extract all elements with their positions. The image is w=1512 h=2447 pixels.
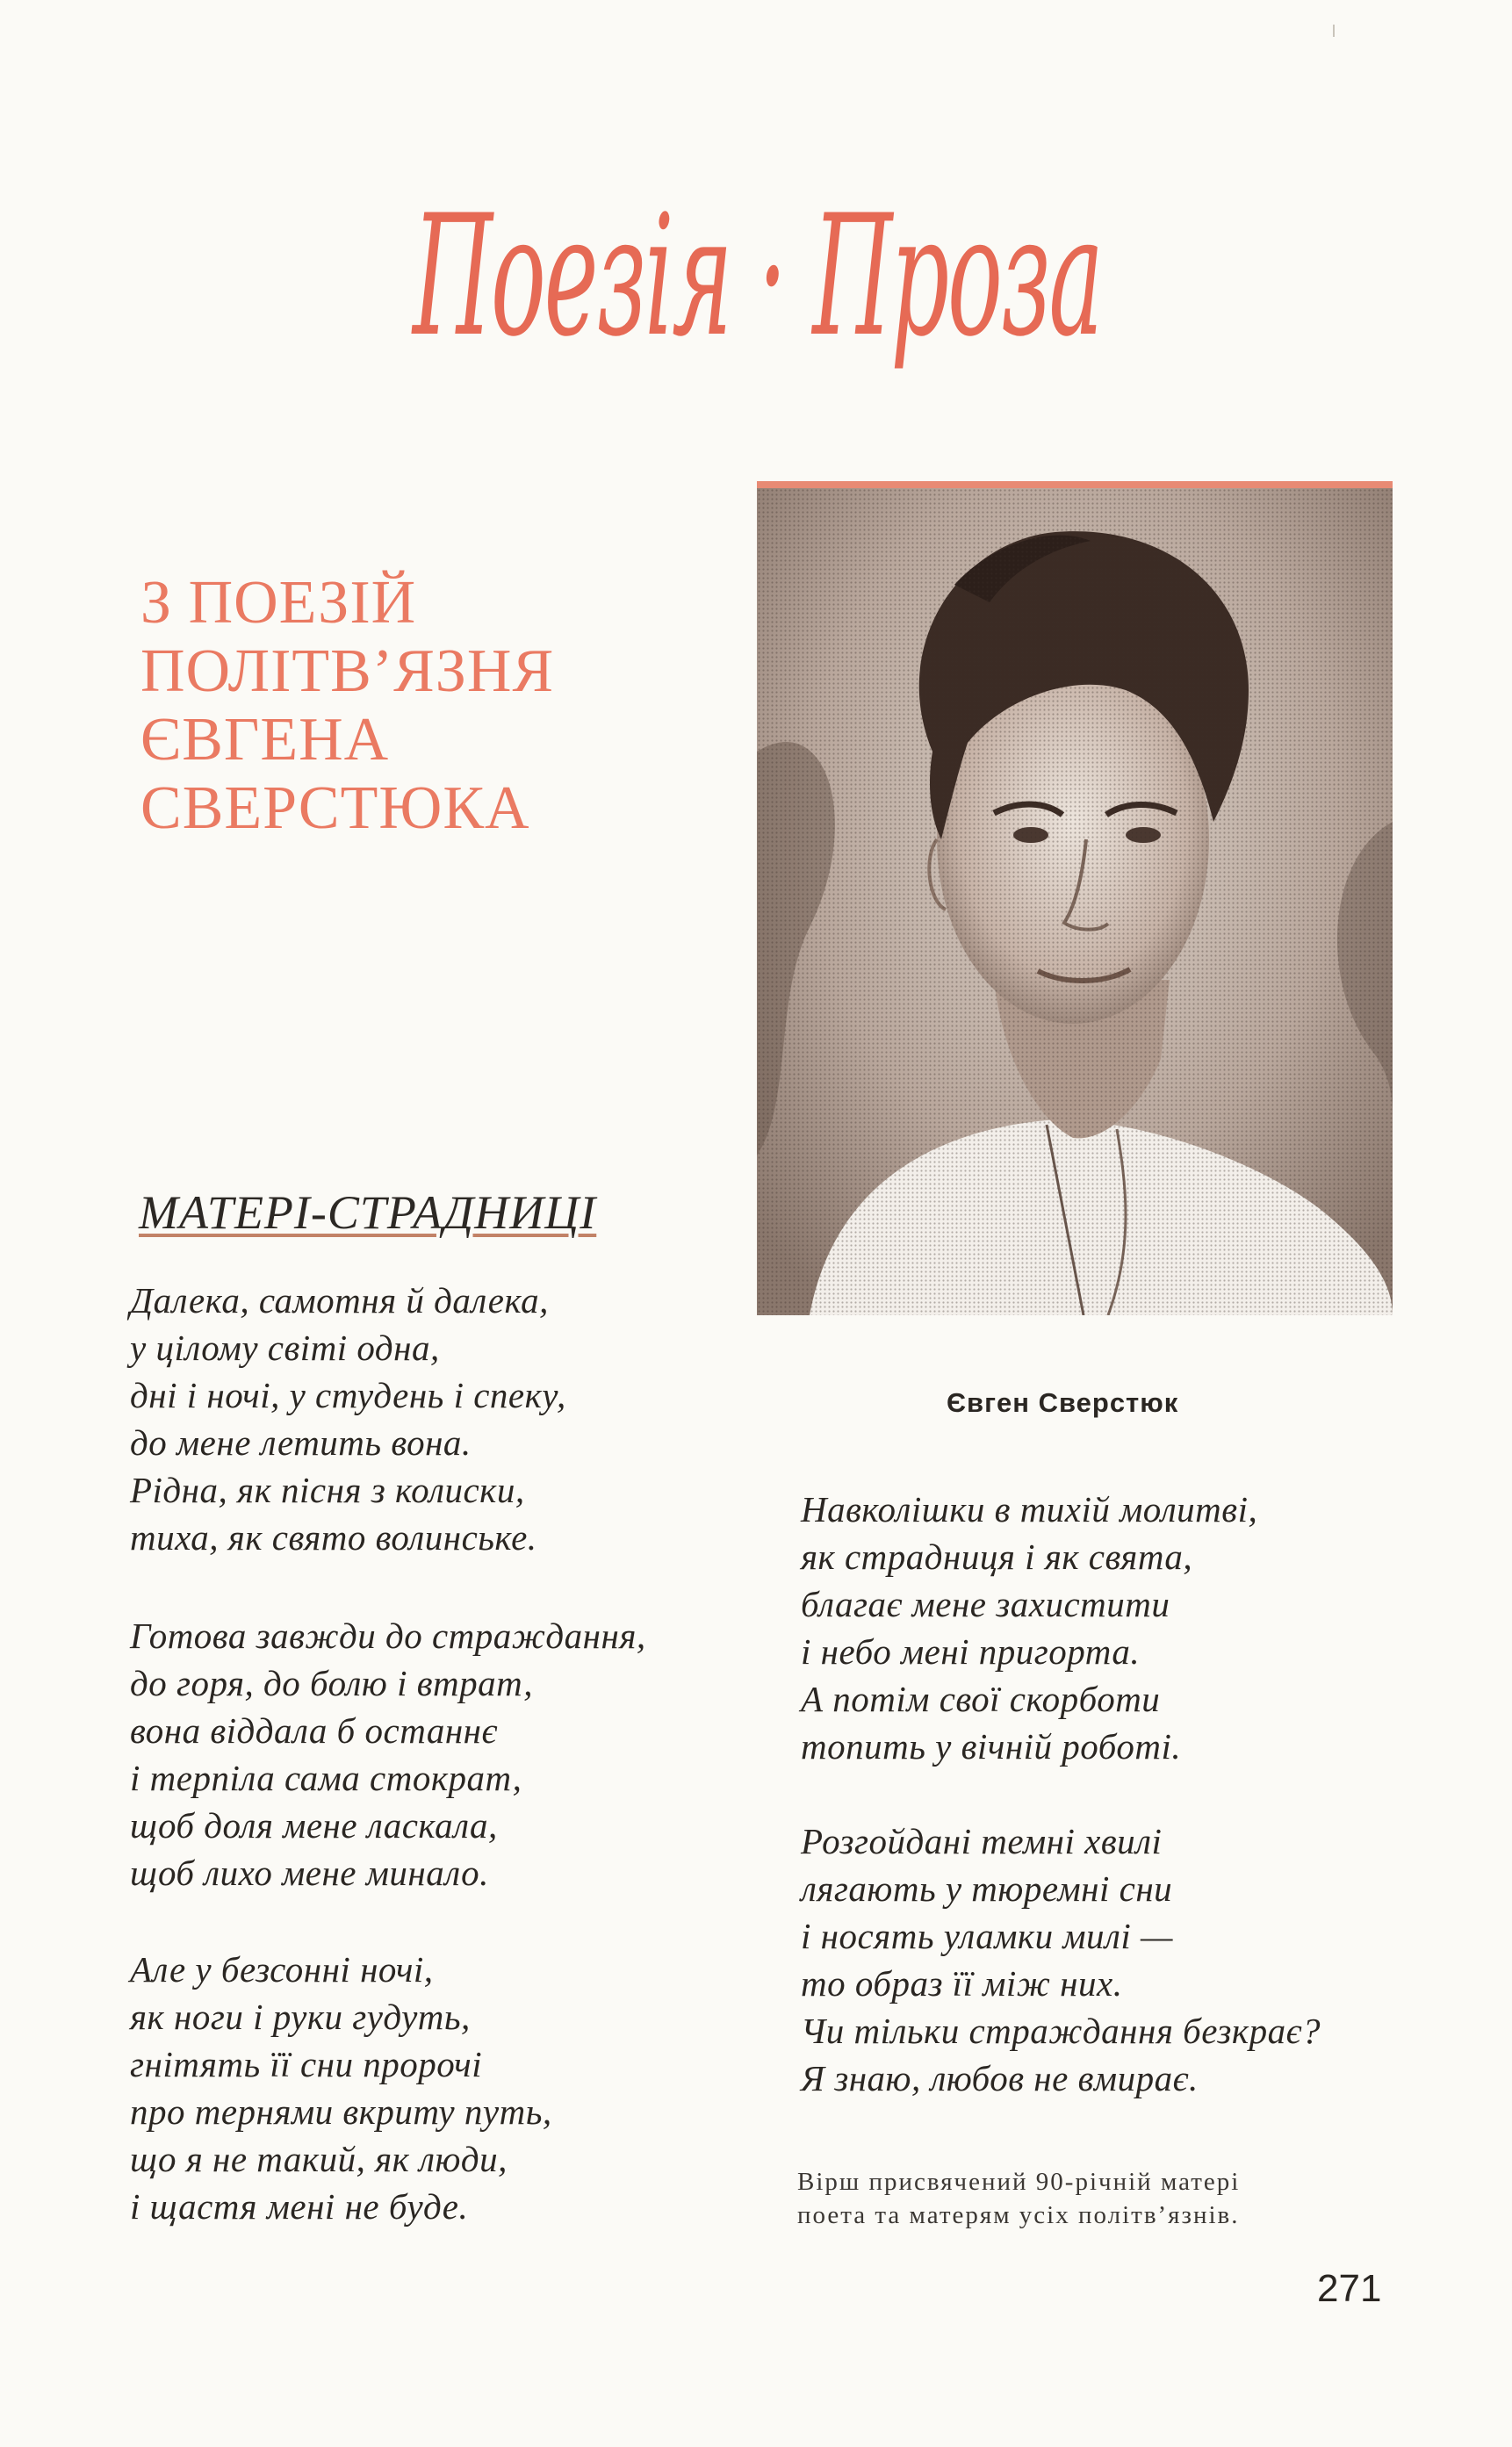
poem-title: МАТЕРІ-СТРАДНИЦІ [139, 1186, 597, 1239]
article-title [140, 569, 755, 843]
poem-line: гнітять її сни пророчі [130, 2044, 483, 2084]
poem-stanza [801, 1486, 1433, 1770]
poem-line: благає мене захистити [801, 1584, 1170, 1624]
poem-line: Далека, самотня й далека, [130, 1280, 549, 1321]
poem-line: щоб доля мене ласкала, [130, 1805, 498, 1846]
section-header-left: Поезія [413, 179, 731, 373]
poem-line: дні і ночі, у студень і спеку, [130, 1375, 566, 1415]
dedication-note-line: Вірш присвячений 90-річній матері [797, 2168, 1241, 2196]
poem-line: і небо мені пригорта. [801, 1631, 1141, 1672]
article-title-line: ЄВГЕНА [140, 706, 390, 774]
poem-line: тиха, як свято волинське. [130, 1517, 537, 1558]
poem-line: і щастя мені не буде. [130, 2186, 469, 2227]
photo-accent-bar [757, 481, 1393, 488]
poem-line: то образ її між них. [801, 1963, 1123, 2004]
poem-line: як страдниця і як свята, [801, 1537, 1193, 1577]
poem-line: Я знаю, любов не вмирає. [801, 2058, 1199, 2098]
article-title-line: З ПОЕЗІЙ [140, 569, 417, 637]
poem-line: лягають у тюремні сни [801, 1868, 1173, 1909]
author-photo [757, 481, 1393, 1315]
portrait-image [757, 488, 1393, 1315]
poem-line: вона віддала б останнє [130, 1710, 498, 1751]
poem-stanza [801, 1817, 1433, 2102]
poem-line: і терпіла сама стократ, [130, 1758, 522, 1798]
poem-line: у цілому світі одна, [130, 1328, 440, 1368]
poem-line: як ноги і руки гудуть, [130, 1997, 471, 2037]
poem-line: Але у безсонні ночі, [130, 1949, 434, 1990]
poem-stanza [130, 1612, 745, 1896]
dedication-note-line: поета та матерям усіх політв’язнів. [797, 2201, 1240, 2229]
scan-mark [1333, 25, 1335, 37]
poem-line: Готова завжди до страждання, [130, 1616, 646, 1656]
page-number: 271 [1317, 2267, 1382, 2310]
poem-line: до мене летить вона. [130, 1422, 472, 1463]
poem-line: Рідна, як пісня з колиски, [130, 1470, 525, 1510]
dedication-note [797, 2165, 1377, 2232]
article-title-line: ПОЛІТВ’ЯЗНЯ [140, 637, 555, 705]
section-header-separator: · [758, 179, 786, 373]
poem-line: Навколішки в тихій молитві, [801, 1489, 1258, 1529]
section-header [413, 132, 1102, 421]
poem-line: щоб лихо мене минало. [130, 1853, 489, 1893]
section-header-right: Проза [812, 179, 1102, 373]
poem-line: до горя, до болю і втрат, [130, 1663, 534, 1703]
poem-stanza [130, 1277, 745, 1561]
poem-stanza [130, 1946, 745, 2230]
poem-line: Чи тільки страждання безкрає? [801, 2011, 1321, 2051]
poem-line: що я не такий, як люди, [130, 2139, 508, 2179]
poem-line: Розгойдані темні хвилі [801, 1821, 1163, 1861]
photo-caption: Євген Сверстюк [947, 1387, 1179, 1418]
poem-line: про тернями вкриту путь, [130, 2091, 552, 2132]
poem-line: А потім свої скорботи [801, 1679, 1161, 1719]
poem-line: і носять уламки милі — [801, 1916, 1173, 1956]
article-title-line: СВЕРСТЮКА [140, 774, 530, 842]
poem-line: топить у вічній роботі. [801, 1726, 1182, 1767]
